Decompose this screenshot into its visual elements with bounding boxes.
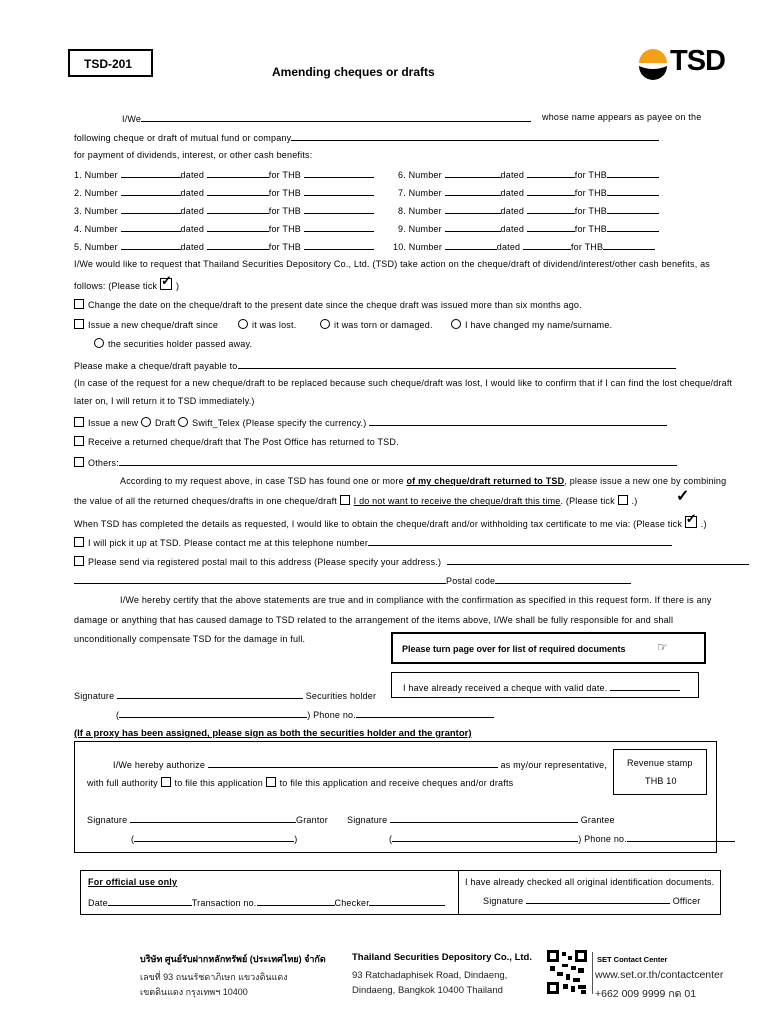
issue-new-checkbox[interactable] <box>74 319 84 329</box>
contact-url: www.set.or.th/contactcenter <box>595 969 724 981</box>
tsd-logo-icon <box>636 47 670 81</box>
cheque-amount-field[interactable] <box>304 240 374 250</box>
holder-name-field[interactable] <box>119 708 307 718</box>
cheque-row-right: 9. Number dated for THB <box>398 222 659 234</box>
option-change-date[interactable]: Change the date on the cheque/draft to the present date since the cheque draft was issued more than six months ago. <box>74 299 582 310</box>
reason-lost[interactable]: it was lost. <box>238 319 296 330</box>
cheque-number-field[interactable] <box>445 240 497 250</box>
form-code: TSD-201 <box>84 57 133 71</box>
company-field[interactable] <box>291 131 659 141</box>
note-line1: (In case of the request for a new cheque/draft to be replaced because such cheque/draft was lost, I would like to confirm that if I can find the lost cheque/draft <box>74 378 733 388</box>
combine-line1: According to my request above, in case TSD has found one or more of my cheque/draft returned to TSD, please issue a new one by combining <box>120 476 727 486</box>
cheque-number-field[interactable] <box>445 168 501 178</box>
returned-checkbox[interactable] <box>74 436 84 446</box>
cheque-amount-field[interactable] <box>304 222 374 232</box>
request-line1: I/We would like to request that Thailand Securities Depository Co., Ltd. (TSD) take action on the cheque/draft of dividend/interest/other cash benefits, as <box>74 259 710 269</box>
intro-payment: for payment of dividends, interest, or other cash benefits: <box>74 150 313 160</box>
returned-line[interactable]: Receive a returned cheque/draft that The Post Office has returned to TSD. <box>74 436 399 447</box>
payable-line: Please make a cheque/draft payable to <box>74 359 676 371</box>
cheque-amount-field[interactable] <box>304 204 374 214</box>
cheque-row-left: 3. Number dated for THB <box>74 204 374 216</box>
received-text: I have already received a cheque with valid date. <box>403 681 680 693</box>
grantor-name-field[interactable] <box>134 832 294 842</box>
grantee-phone-field[interactable] <box>627 832 735 842</box>
cheque-number-field[interactable] <box>121 240 181 250</box>
cheque-row-left: 1. Number dated for THB <box>74 168 374 180</box>
combine-line2: the value of all the returned cheques/drafts in one cheque/draft I do not want to receive the cheque/draft this time. (Please tick .) <box>74 496 638 506</box>
certify-line2: damage or anything that has caused damage to TSD related to the arrangement of the items above, I/We shall be fully responsible for and shall <box>74 615 674 625</box>
stamp-amount: THB 10 <box>645 776 677 786</box>
certify-line1: I/We hereby certify that the above statements are true and in compliance with the confirmation as specified in this request form. If there is any <box>120 595 712 605</box>
address-line2: Postal code <box>74 574 631 586</box>
cheque-row-left: 2. Number dated for THB <box>74 186 374 198</box>
pickup-checkbox[interactable] <box>74 537 84 547</box>
reason-torn[interactable]: it was torn or damaged. <box>320 319 433 330</box>
postal-code-field[interactable] <box>495 574 631 584</box>
pickup-line: I will pick it up at TSD. Please contact me at this telephone number <box>74 536 672 548</box>
cheque-number-field[interactable] <box>445 186 501 196</box>
combine-line3: When TSD has completed the details as requested, I would like to obtain the cheque/draft and/or withholding tax certificate to me via: (Please tick ✓ .) <box>74 511 707 529</box>
form-code-box <box>68 49 153 77</box>
cheque-row-right: 6. Number dated for THB <box>398 168 659 180</box>
grantor-signature-line: Signature Grantor <box>87 815 328 825</box>
holder-name-line: ( ) Phone no. <box>116 708 494 720</box>
cheque-date-field[interactable] <box>523 240 571 250</box>
official-checked: I have already checked all original identification documents. <box>465 877 715 887</box>
intro-payee: whose name appears as payee on the <box>542 112 702 122</box>
cheque-number-field[interactable] <box>445 222 501 232</box>
tick-checked-box: ✓ <box>685 511 697 526</box>
tick-example-checkbox: ✓ <box>160 273 173 288</box>
cheque-amount-field[interactable] <box>304 186 374 196</box>
reason-passed[interactable]: the securities holder passed away. <box>94 338 252 349</box>
cheque-date-field[interactable] <box>207 240 269 250</box>
footer-en-addr2: Dindaeng, Bangkok 10400 Thailand <box>352 985 503 996</box>
intro-following: following cheque or draft of mutual fund or company <box>74 131 659 143</box>
cheque-number-field[interactable] <box>121 222 181 232</box>
transaction-field[interactable] <box>257 896 335 906</box>
cheque-number-field[interactable] <box>121 204 181 214</box>
footer-thai-addr1: เลขที่ 93 ถนนรัชดาภิเษก แขวงดินแดง <box>140 972 288 982</box>
currency-field[interactable] <box>369 416 667 426</box>
proxy-box <box>74 741 717 853</box>
cheque-number-field[interactable] <box>121 186 181 196</box>
turn-page-box <box>391 632 706 664</box>
page-title: Amending cheques or drafts <box>272 65 435 79</box>
issue-new-line: Issue a new Draft Swift_Telex (Please specify the currency.) <box>74 416 667 428</box>
mail-line: Please send via registered postal mail to this address (Please specify your address.) <box>74 555 749 567</box>
cheque-date-field[interactable] <box>527 168 575 178</box>
mail-checkbox[interactable] <box>74 556 84 566</box>
received-box <box>391 672 699 698</box>
cheque-date-field[interactable] <box>527 186 575 196</box>
address-field-2[interactable] <box>74 574 446 584</box>
file-only-checkbox[interactable] <box>161 777 171 787</box>
official-heading: For official use only <box>88 877 178 887</box>
holder-signature-line: Signature Securities holder <box>74 691 377 701</box>
grantor-signature-field[interactable] <box>130 813 296 823</box>
cheque-number-field[interactable] <box>445 204 501 214</box>
others-field[interactable] <box>119 456 677 466</box>
holder-signature-field[interactable] <box>117 689 303 699</box>
representative-field[interactable] <box>208 758 498 768</box>
cheque-row-right: 10. Number dated for THB <box>393 240 655 252</box>
footer-en-addr1: 93 Ratchadaphisek Road, Dindaeng, <box>352 970 508 981</box>
contact-phone: +662 009 9999 กด 01 <box>595 988 697 1000</box>
cheque-amount-field[interactable] <box>304 168 374 178</box>
footer-en-company: Thailand Securities Depository Co., Ltd. <box>352 952 532 963</box>
torn-radio[interactable] <box>320 319 330 329</box>
issue-new-draft-checkbox[interactable] <box>74 417 84 427</box>
intro-we: I/We <box>122 112 531 124</box>
grantee-name-line: ( ) Phone no. <box>389 832 735 844</box>
cheque-number-field[interactable] <box>121 168 181 178</box>
cheque-amount-field[interactable] <box>607 168 659 178</box>
received-date-field[interactable] <box>610 681 680 691</box>
official-date-field[interactable] <box>108 896 192 906</box>
cheque-amount-field[interactable] <box>607 222 659 232</box>
logo-text: TSD <box>670 45 725 77</box>
name-change-radio[interactable] <box>451 319 461 329</box>
grantee-signature-field[interactable] <box>390 813 578 823</box>
turn-page-text: Please turn page over for list of required documents <box>402 644 626 654</box>
request-line2: follows: (Please tick ✓ ) <box>74 273 180 291</box>
cheque-amount-field[interactable] <box>607 186 659 196</box>
tick-box-empty <box>618 495 628 505</box>
hand-pointer-icon: ☞ <box>657 640 668 654</box>
cheque-row-right: 8. Number dated for THB <box>398 204 659 216</box>
name-field[interactable] <box>141 112 531 122</box>
draft-radio[interactable] <box>141 417 151 427</box>
grantor-name-line: ( ) <box>131 834 298 844</box>
holder-phone-field[interactable] <box>356 708 494 718</box>
no-receive-checkbox[interactable] <box>340 495 350 505</box>
authorize-line: I/We hereby authorize as my/our representative, <box>113 760 608 770</box>
passed-away-radio[interactable] <box>94 338 104 348</box>
cheque-row-left: 5. Number dated for THB <box>74 240 374 252</box>
proxy-heading: (If a proxy has been assigned, please sign as both the securities holder and the grantor) <box>74 728 472 739</box>
cheque-date-field[interactable] <box>207 168 269 178</box>
officer-line: Signature Officer <box>483 896 701 906</box>
official-date-line: Date Transaction no. Checker <box>88 896 445 908</box>
file-receive-checkbox[interactable] <box>266 777 276 787</box>
option-issue-new[interactable]: Issue a new cheque/draft since <box>74 319 218 330</box>
swift-radio[interactable] <box>178 417 188 427</box>
checker-field[interactable] <box>369 896 445 906</box>
qr-code-icon <box>547 950 587 994</box>
telephone-field[interactable] <box>368 536 672 546</box>
footer-separator <box>592 952 593 994</box>
cheque-date-field[interactable] <box>207 186 269 196</box>
cheque-date-field[interactable] <box>527 222 575 232</box>
footer-thai-addr2: เขตดินแดง กรุงเทพฯ 10400 <box>140 987 248 997</box>
others-line: Others: <box>74 456 677 468</box>
others-checkbox[interactable] <box>74 457 84 467</box>
contact-center-label: SET Contact Center <box>597 955 668 964</box>
revenue-stamp-box <box>613 749 707 795</box>
cheque-amount-field[interactable] <box>607 204 659 214</box>
reason-name[interactable]: I have changed my name/surname. <box>451 319 612 330</box>
address-field[interactable] <box>447 555 749 565</box>
cheque-amount-field[interactable] <box>603 240 655 250</box>
stamp-label: Revenue stamp <box>627 758 693 768</box>
certify-line3: unconditionally compensate TSD for the damage in full. <box>74 634 306 644</box>
note-line2: later on, I will return it to TSD immediately.) <box>74 396 255 406</box>
official-box <box>80 870 721 915</box>
checkmark-icon: ✓ <box>676 488 690 505</box>
cheque-date-field[interactable] <box>527 204 575 214</box>
authority-line: with full authority to file this application to file this application and receive cheques and/or drafts <box>87 778 514 788</box>
change-date-checkbox[interactable] <box>74 299 84 309</box>
cheque-row-right: 7. Number dated for THB <box>398 186 659 198</box>
officer-signature-field[interactable] <box>526 894 670 904</box>
cheque-date-field[interactable] <box>207 204 269 214</box>
lost-radio[interactable] <box>238 319 248 329</box>
grantee-signature-line: Signature Grantee <box>347 815 615 825</box>
grantee-name-field[interactable] <box>392 832 578 842</box>
cheque-date-field[interactable] <box>207 222 269 232</box>
cheque-row-left: 4. Number dated for THB <box>74 222 374 234</box>
footer-thai-company: บริษัท ศูนย์รับฝากหลักทรัพย์ (ประเทศไทย) จำกัด <box>140 954 326 964</box>
payable-field[interactable] <box>238 359 676 369</box>
